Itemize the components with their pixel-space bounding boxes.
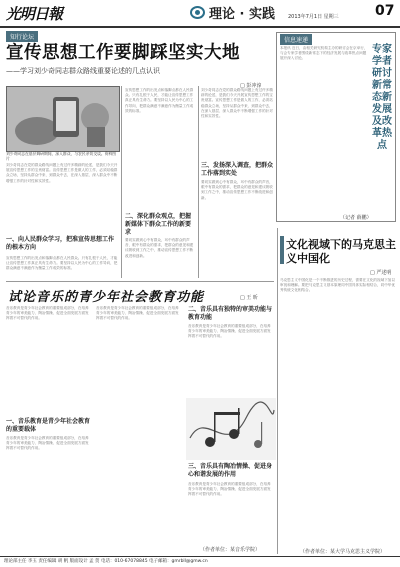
sidebar-vertical-title[interactable]: 专家学者研讨新常态新发展及改革热点	[372, 44, 392, 151]
newspaper-logo: 光明日報	[6, 5, 63, 23]
footer-rule	[0, 556, 400, 557]
lead-body-col-3: 刘少奇同志在党的群众路线问题上有过许多精辟的论述，是我们今天开展宣传思想工作的宝贵财富。宣传思想工作是做人的工作，必须站稳群众立场，坚持从群众中来、到群众中去，在深入基层、深入群众中不断增强工作的针对性和实效性。	[201, 88, 273, 119]
lead-headline[interactable]: 宣传思想工作要脚踩坚实大地	[6, 43, 240, 63]
lead-body-col-2: 宣传思想工作的出发点和落脚点都在人民群众。只有扎根于人民，才能让宣传思想工作真正具有生命力。要坚持以人民为中心的工作导向，把群众满意不满意作为衡量工作成效的标准。	[125, 88, 194, 113]
lead-subhead-2: 二、深化群众观点，把握新媒体下群众工作的新要求	[125, 213, 192, 236]
music-body-col-3b: 音乐教育是青少年社会教育的重要组成部分，在培养青少年的审美能力、陶冶情操、促进全面发展方面发挥着不可替代的作用。	[188, 482, 271, 497]
sidebar-byline: （记者 薛鹏）	[340, 215, 372, 221]
footer-credits: 理论部主任 李玉 责任编辑 胡 帆 版面设计 孟 贺 电话：010-67078845 电子邮箱：gmrbll@gmw.cn	[4, 559, 208, 564]
section-title: 理论 · 实践	[209, 7, 275, 22]
music-body-col-3: 音乐教育是青少年社会教育的重要组成部分，在培养青少年的审美能力、陶冶情操、促进全面发展方面发挥着不可替代的作用。	[188, 324, 271, 339]
music-byline: □ 王 昕	[240, 295, 258, 301]
music-notes-illustration	[186, 398, 276, 460]
music-subhead-1: 一、音乐教育是青少年社会教育的重要载体	[6, 418, 91, 433]
section-banner	[190, 3, 275, 22]
lead-subhead-3: 三、发扬深入调查，把群众工作落到实处	[201, 162, 274, 177]
section-emblem-icon	[190, 6, 205, 19]
sidebar-body: 本报讯 近日，由相关研究机构主办的研讨会在京举行，与会专家学者围绕新常态下的经济发展与改革热点问题展开深入讨论。	[280, 46, 368, 61]
column-divider	[277, 228, 278, 554]
photo-caption: 刘少奇同志在基层调研期间，深入群众，与农民亲切交谈。资料图片	[6, 151, 117, 161]
music-author-note: （作者单位：某音乐学院）	[200, 547, 261, 553]
music-body-col-2: 音乐教育是青少年社会教育的重要组成部分，在培养青少年的审美能力、陶冶情操、促进全面发展方面发挥着不可替代的作用。	[96, 306, 179, 321]
music-body-col-1b: 音乐教育是青少年社会教育的重要组成部分，在培养青少年的审美能力、陶冶情操、促进全面发展方面发挥着不可替代的作用。	[6, 436, 89, 451]
music-subhead-3: 三、音乐具有陶冶情操、促进身心和谐发展的作用	[188, 463, 273, 478]
photo-illustration	[7, 87, 119, 151]
music-headline[interactable]: 试论音乐的青少年社会教育功能	[8, 290, 205, 305]
column-divider	[121, 86, 122, 278]
column-divider	[198, 86, 199, 278]
lead-subheadline: ——学习刘少奇同志群众路线重要论述的几点认识	[6, 67, 160, 75]
lead-subhead-1: 一、向人民群众学习，把准宣传思想工作的根本方向	[6, 236, 115, 251]
music-subhead-2: 二、音乐具有独特的审美功能与教育功能	[188, 306, 273, 321]
headline-accent-bar	[280, 236, 284, 264]
right-body: 马克思主义中国化是一个不断推进的历史过程，需要在文化的视域下加以审视和理解。要把马克思主义基本原理同中国具体实际相结合，同中华优秀传统文化相结合。	[280, 278, 395, 293]
right-headline[interactable]: 文化视域下的马克思主义中国化	[286, 238, 396, 265]
music-note-icon	[186, 398, 276, 460]
section-divider	[6, 281, 274, 282]
lead-body-col-1: 刘少奇同志在党的群众路线问题上有过许多精辟的论述，是我们今天开展宣传思想工作的宝贵财富。宣传思想工作是做人的工作，必须站稳群众立场，坚持从群众中来、到群众中去，在深入基层、深入群众中不断增强工作的针对性和实效性。	[6, 163, 118, 183]
masthead-rule	[0, 26, 400, 28]
music-body-col-1: 音乐教育是青少年社会教育的重要组成部分，在培养青少年的审美能力、陶冶情操、促进全面发展方面发挥着不可替代的作用。	[6, 306, 89, 321]
column-tag-sidebar: 信息速递	[280, 34, 312, 45]
lead-body-col-3b: 要切实做到心中有群众，耳中有群众的声音，眼中有群众的需求，把群众的意见和建议吸收到工作之中，推动宣传思想工作不断改进和创新。	[201, 180, 273, 200]
issue-date: 2013年7月1日 星期三	[288, 14, 339, 20]
right-byline: □ 严述明	[370, 270, 392, 276]
right-author-note: （作者单位：某大学马克思主义学院）	[300, 549, 386, 555]
column-tag-lead: 知行论坛	[6, 31, 38, 42]
page-number: 07	[375, 3, 395, 19]
lead-body-col-1b: 宣传思想工作的出发点和落脚点都在人民群众。只有扎根于人民，才能让宣传思想工作真正具有生命力。要坚持以人民为中心的工作导向，把群众满意不满意作为衡量工作成效的标准。	[6, 256, 118, 271]
lead-byline: □ 彭冲淳	[240, 83, 262, 89]
lead-photo	[6, 86, 120, 152]
lead-body-col-2b: 要切实做到心中有群众，耳中有群众的声音，眼中有群众的需求，把群众的意见和建议吸收到工作之中，推动宣传思想工作不断改进和创新。	[125, 238, 194, 258]
